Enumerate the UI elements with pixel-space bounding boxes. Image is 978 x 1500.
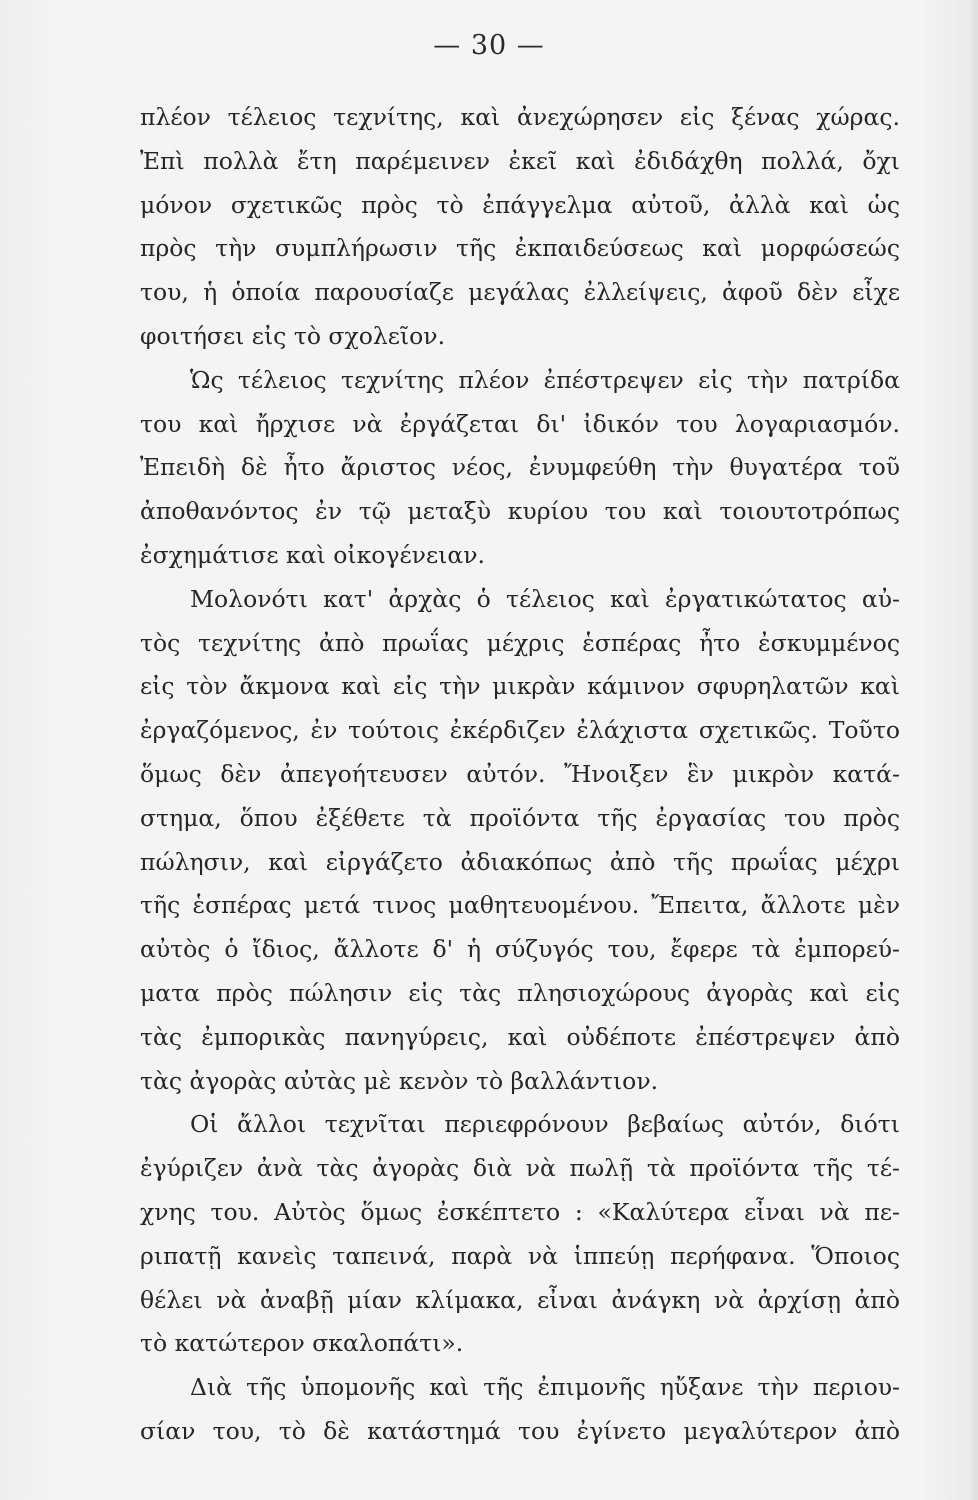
text-line: του καὶ ἤρχισε νὰ ἐργάζεται δι' ἰδικόν του λογαριασμόν. <box>140 409 900 438</box>
text-line: Ἐπειδὴ δὲ ἦτο ἄριστος νέος, ἐνυμφεύθη τὴν θυγατέρα τοῦ <box>140 453 900 482</box>
text-line: του, ἡ ὁποία παρουσίαζε μεγάλας ἐλλείψεις, ἀφοῦ δὲν εἶχε <box>140 278 900 307</box>
text-line: εἰς τὸν ἄκμονα καὶ εἰς τὴν μικρὰν κάμινον σφυρηλατῶν καὶ <box>140 672 900 701</box>
text-line: ἀποθανόντος ἐν τῷ μεταξὺ κυρίου του καὶ τοιουτοτρόπως <box>140 497 900 526</box>
text-line: Ὡς τέλειος τεχνίτης πλέον ἐπέστρεψεν εἰς τὴν πατρίδα <box>190 365 900 394</box>
text-line: στημα, ὅπου ἐξέθετε τὰ προϊόντα τῆς ἐργασίας του πρὸς <box>140 803 900 832</box>
text-line: Ἐπὶ πολλὰ ἔτη παρέμεινεν ἐκεῖ καὶ ἐδιδάχθη πολλά, ὄχι <box>140 146 900 175</box>
text-line: πρὸς τὴν συμπλήρωσιν τῆς ἐκπαιδεύσεως καὶ μορφώσεώς <box>140 234 900 263</box>
text-line: ὅμως δὲν ἀπεγοήτευσεν αὐτόν. Ἤνοιξεν ἓν μικρὸν κατά- <box>140 759 900 788</box>
text-line: τὰς ἀγορὰς αὐτὰς μὲ κενὸν τὸ βαλλάντιον. <box>140 1066 659 1095</box>
page-edge-shade <box>970 0 978 1500</box>
text-line: τὰς ἐμπορικὰς πανηγύρεις, καὶ οὐδέποτε ἐπέστρεψεν ἀπὸ <box>140 1022 900 1051</box>
text-line: αὐτὸς ὁ ἴδιος, ἄλλοτε δ' ἡ σύζυγός του, ἔφερε τὰ ἐμπορεύ- <box>140 935 900 964</box>
text-line: ἐγύριζεν ἀνὰ τὰς ἀγορὰς διὰ νὰ πωλῇ τὰ προϊόντα τῆς τέ- <box>140 1154 900 1183</box>
text-line: χνης του. Αὐτὸς ὅμως ἐσκέπτετο : «Καλύτερα εἶναι νὰ πε- <box>140 1197 900 1226</box>
text-line: φοιτήσει εἰς τὸ σχολεῖον. <box>140 321 446 350</box>
text-line: Μολονότι κατ' ἀρχὰς ὁ τέλειος καὶ ἐργατικώτατος αὐ- <box>190 584 900 613</box>
text-line: πώλησιν, καὶ εἰργάζετο ἀδιακόπως ἀπὸ τῆς πρωΐας μέχρι <box>140 847 900 876</box>
text-line: πλέον τέλειος τεχνίτης, καὶ ἀνεχώρησεν εἰς ξένας χώρας. <box>140 103 900 131</box>
text-line: τὸς τεχνίτης ἀπὸ πρωΐας μέχρις ἑσπέρας ἦτο ἐσκυμμένος <box>140 628 900 657</box>
text-line: Οἱ ἄλλοι τεχνῖται περιεφρόνουν βεβαίως αὐτόν, διότι <box>190 1110 900 1139</box>
text-line: ριπατῇ κανεὶς ταπεινά, παρὰ νὰ ἱππεύῃ περήφανα. Ὅποιος <box>140 1241 900 1270</box>
text-line: μόνον σχετικῶς πρὸς τὸ ἐπάγγελμα αὐτοῦ, ἀλλὰ καὶ ὡς <box>140 190 900 219</box>
text-line: ματα πρὸς πώλησιν εἰς τὰς πλησιοχώρους ἀγορὰς καὶ εἰς <box>140 978 900 1007</box>
text-line: Διὰ τῆς ὑπομονῆς καὶ τῆς ἐπιμονῆς ηὔξανε τὴν περιου- <box>190 1373 900 1402</box>
text-line: σίαν του, τὸ δὲ κατάστημά του ἐγίνετο μεγαλύτερον ἀπὸ <box>140 1416 900 1445</box>
text-line: τὸ κατώτερον σκαλοπάτι». <box>140 1329 464 1358</box>
body-text <box>140 96 900 1454</box>
page-number: — 30 — <box>433 30 545 61</box>
text-line: τῆς ἑσπέρας μετά τινος μαθητευομένου. Ἔπειτα, ἄλλοτε μὲν <box>140 891 900 920</box>
text-line: θέλει νὰ ἀναβῇ μίαν κλίμακα, εἶναι ἀνάγκη νὰ ἀρχίσῃ ἀπὸ <box>140 1285 900 1314</box>
text-line: ἐργαζόμενος, ἐν τούτοις ἐκέρδιζεν ἐλάχιστα σχετικῶς. Τοῦτο <box>140 716 900 745</box>
text-line: ἐσχημάτισε καὶ οἰκογένειαν. <box>140 540 485 569</box>
